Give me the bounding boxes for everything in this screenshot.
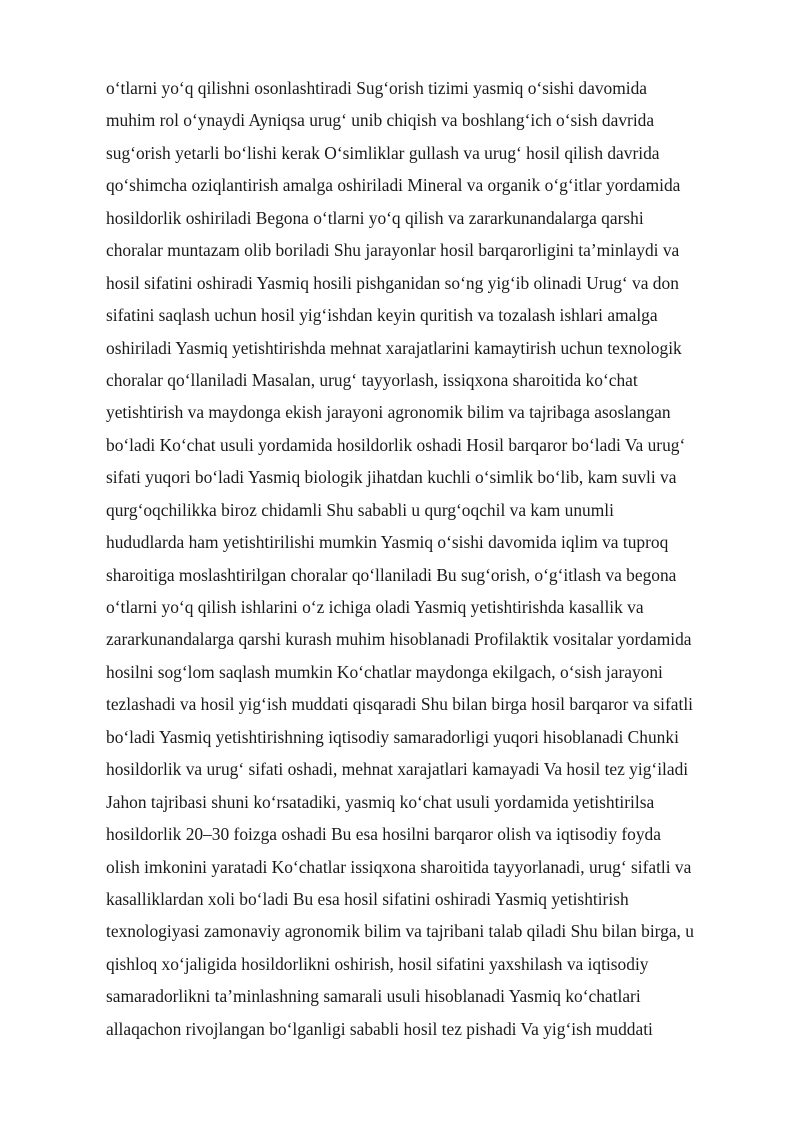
text-line: hosil sifatini oshiradi Yasmiq hosili pishganidan so‘ng yig‘ib olinadi Urug‘ va don bbox=[106, 272, 679, 293]
text-line: hosildorlik 20–30 foizga oshadi Bu esa hosilni barqaror olish va iqtisodiy foyda bbox=[106, 824, 661, 845]
text-line: oshiriladi Yasmiq yetishtirishda mehnat xarajatlarini kamaytirish uchun texnologik bbox=[106, 337, 682, 358]
text-line: texnologiyasi zamonaviy agronomik bilim va tajribani talab qiladi Shu bilan birga, u bbox=[106, 921, 694, 942]
body-text bbox=[106, 72, 766, 1045]
text-line: qurg‘oqchilikka biroz chidamli Shu sababli u qurg‘oqchil va kam unumli bbox=[106, 499, 614, 520]
text-line: kasalliklardan xoli bo‘ladi Bu esa hosil sifatini oshiradi Yasmiq yetishtirish bbox=[106, 888, 629, 909]
text-line: qo‘shimcha oziqlantirish amalga oshiriladi Mineral va organik o‘g‘itlar yordamida bbox=[106, 175, 681, 196]
text-line: hosilni sog‘lom saqlash mumkin Ko‘chatlar maydonga ekilgach, o‘sish jarayoni bbox=[106, 661, 663, 682]
text-line: o‘tlarni yo‘q qilish ishlarini o‘z ichiga oladi Yasmiq yetishtirishda kasallik va bbox=[106, 597, 644, 617]
text-line: bo‘ladi Ko‘chat usuli yordamida hosildorlik oshadi Hosil barqaror bo‘ladi Va urug‘ bbox=[106, 434, 686, 455]
text-line: choralar qo‘llaniladi Masalan, urug‘ tayyorlash, issiqxona sharoitida ko‘chat bbox=[106, 369, 638, 390]
text-line: sug‘orish yetarli bo‘lishi kerak O‘simliklar gullash va urug‘ hosil qilish davrida bbox=[106, 142, 660, 163]
text-line: hosildorlik va urug‘ sifati oshadi, mehnat xarajatlari kamayadi Va hosil tez yig‘iladi bbox=[106, 759, 689, 780]
text-line: sharoitiga moslashtirilgan choralar qo‘llaniladi Bu sug‘orish, o‘g‘itlash va begona bbox=[106, 564, 677, 585]
text-line: hosildorlik oshiriladi Begona o‘tlarni yo‘q qilish va zararkunandalarga qarshi bbox=[106, 207, 644, 228]
text-line: sifatini saqlash uchun hosil yig‘ishdan keyin quritish va tozalash ishlari amalga bbox=[106, 305, 658, 326]
text-line: zararkunandalarga qarshi kurash muhim hisoblanadi Profilaktik vositalar yordamida bbox=[106, 629, 692, 650]
text-line: tezlashadi va hosil yig‘ish muddati qisqaradi Shu bilan birga hosil barqaror va sifatli bbox=[106, 694, 693, 715]
text-line: yetishtirish va maydonga ekish jarayoni agronomik bilim va tajribaga asoslangan bbox=[106, 402, 671, 423]
text-line: bo‘ladi Yasmiq yetishtirishning iqtisodiy samaradorligi yuqori hisoblanadi Chunki bbox=[106, 726, 679, 747]
text-line: samaradorlikni ta’minlashning samarali usuli hisoblanadi Yasmiq ko‘chatlari bbox=[106, 986, 641, 1007]
text-line: qishloq xo‘jaligida hosildorlikni oshirish, hosil sifatini yaxshilash va iqtisodiy bbox=[106, 953, 649, 974]
text-line: allaqachon rivojlangan bo‘lganligi sababli hosil tez pishadi Va yig‘ish muddati bbox=[106, 1018, 653, 1039]
text-line: sifati yuqori bo‘ladi Yasmiq biologik jihatdan kuchli o‘simlik bo‘lib, kam suvli va bbox=[106, 467, 677, 488]
text-line: muhim rol o‘ynaydi Ayniqsa urug‘ unib chiqish va boshlang‘ich o‘sish davrida bbox=[106, 110, 655, 131]
text-line: Jahon tajribasi shuni ko‘rsatadiki, yasmiq ko‘chat usuli yordamida yetishtirilsa bbox=[106, 791, 655, 812]
text-line: olish imkonini yaratadi Ko‘chatlar issiqxona sharoitida tayyorlanadi, urug‘ sifatli va bbox=[106, 856, 692, 877]
text-line: hududlarda ham yetishtirilishi mumkin Yasmiq o‘sishi davomida iqlim va tuproq bbox=[106, 532, 669, 553]
text-line: choralar muntazam olib boriladi Shu jarayonlar hosil barqarorligini ta’minlaydi va bbox=[106, 240, 680, 261]
text-line: o‘tlarni yo‘q qilishni osonlashtiradi Sug‘orish tizimi yasmiq o‘sishi davomida bbox=[106, 78, 647, 98]
